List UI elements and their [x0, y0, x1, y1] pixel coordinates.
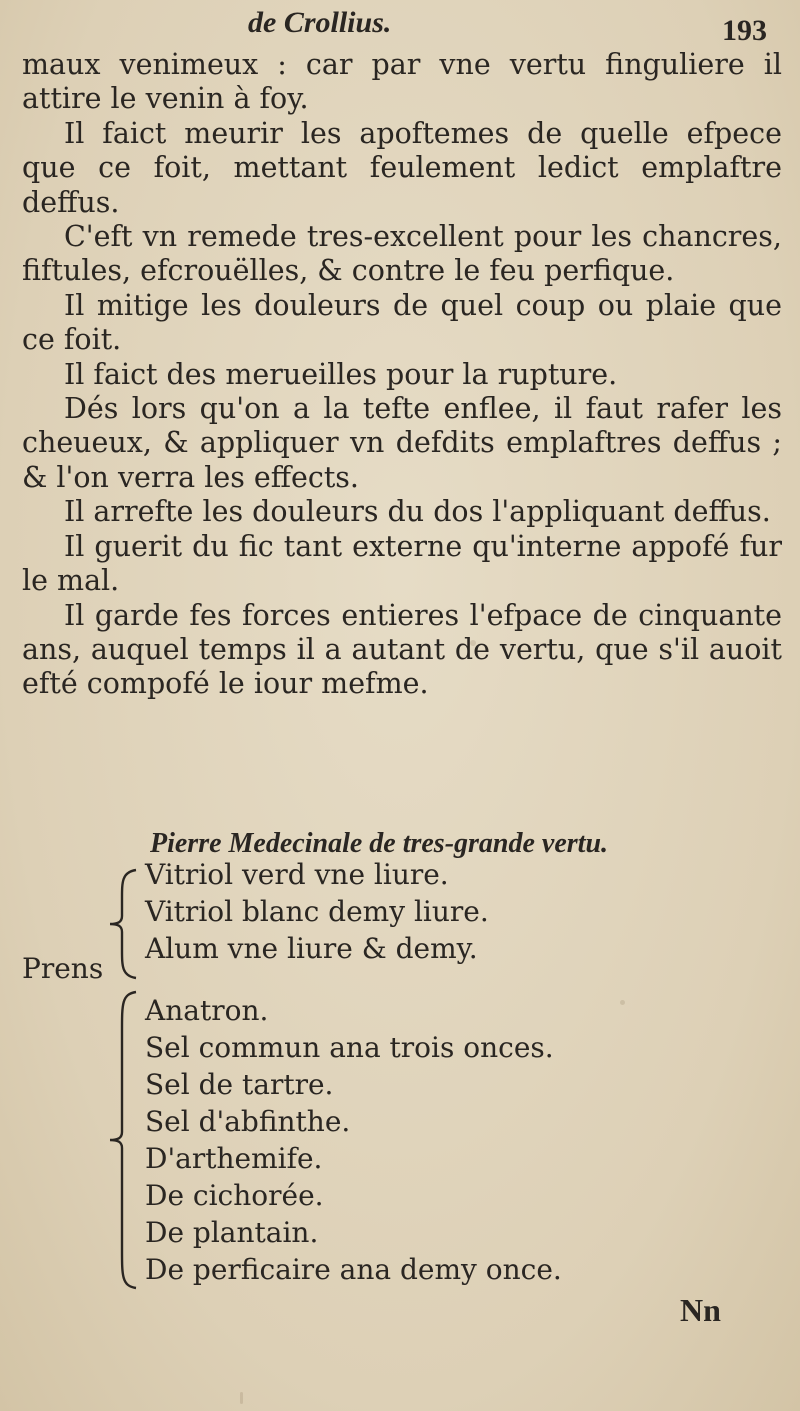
paragraph: maux venimeux : car par vne vertu finguliere il attire le venin à foy. — [22, 48, 782, 116]
foxing-spot — [240, 1392, 243, 1404]
foxing-spot — [620, 1000, 625, 1005]
running-head: de Crollius. — [248, 6, 392, 39]
paragraph: Dés lors qu'on a la tefte enflee, il faut rafer les cheueux, & appliquer vn defdits emplaftres deffus ; & l'on verra les effects. — [22, 392, 782, 494]
brace-group-2 — [104, 990, 140, 1290]
ingredient: Vitriol blanc demy liure. — [145, 895, 489, 928]
ingredient: Vitriol verd vne liure. — [145, 858, 449, 891]
paragraph: Il faict des merueilles pour la rupture. — [64, 357, 618, 391]
ingredient: Alum vne liure & demy. — [145, 932, 478, 965]
paragraph: Il arrefte les douleurs du dos l'appliquant deffus. — [64, 495, 771, 529]
page-header — [0, 6, 800, 46]
paragraph: Il mitige les douleurs de quel coup ou plaie que ce foit. — [22, 288, 782, 357]
paragraph: Il garde fes forces entieres l'efpace de cinquante ans, auquel temps il a autant de vertu, que s'il auoit efté compofé le iour mefme. — [22, 598, 782, 701]
ingredient: De plantain. — [145, 1216, 319, 1249]
ingredient: De cichorée. — [145, 1179, 324, 1212]
page-number: 193 — [722, 14, 767, 47]
ingredient-group-2 — [145, 992, 562, 1288]
ingredient: D'arthemife. — [145, 1142, 323, 1175]
ingredient: Sel commun ana trois onces. — [145, 1031, 554, 1064]
brace-group-1 — [104, 868, 140, 980]
paragraph: Il faict meurir les apoftemes de quelle efpece que ce foit, mettant feulement ledict emplaftre deffus. — [22, 116, 782, 219]
catchword: Nn — [680, 1292, 721, 1328]
ingredient: De perficaire ana demy once. — [145, 1253, 562, 1286]
body-text — [22, 48, 782, 702]
ingredient: Sel d'abfinthe. — [145, 1105, 351, 1138]
ingredient: Sel de tartre. — [145, 1068, 334, 1101]
paragraph: C'eft vn remede tres-excellent pour les chancres, fiftules, efcrouëlles, & contre le feu perfique. — [22, 220, 782, 288]
ingredient-group-1 — [145, 856, 489, 967]
prens-label: Prens — [22, 952, 104, 985]
recipe-title: Pierre Medecinale de tres-grande vertu. — [150, 828, 609, 859]
paragraph: Il guerit du fic tant externe qu'interne appofé fur le mal. — [22, 529, 782, 598]
ingredient: Anatron. — [145, 994, 269, 1027]
